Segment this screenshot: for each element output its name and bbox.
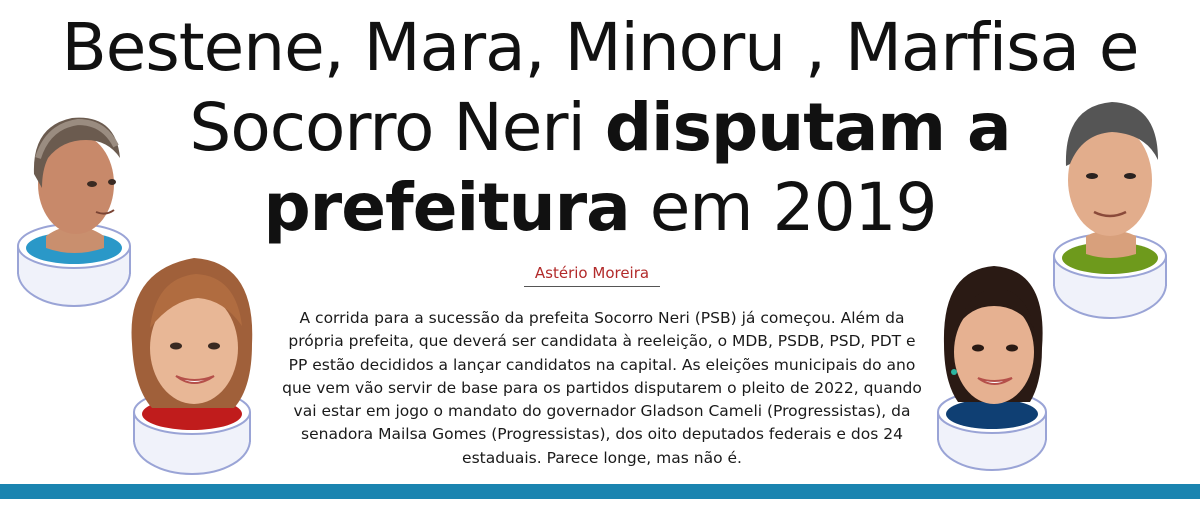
headline-line-3-regular: em 2019 <box>629 169 937 246</box>
headline-line-2-bold: disputam a <box>604 89 1011 166</box>
byline-author: Astério Moreira <box>524 264 660 287</box>
bottom-accent-bar <box>0 484 1200 499</box>
headline-line-3 <box>0 168 1200 248</box>
portrait-woman-reddish-hair <box>116 248 266 480</box>
headline-line-3-bold: prefeitura <box>263 169 630 246</box>
headline <box>0 8 1200 248</box>
article-body: A corrida para a sucessão da prefeita Socorro Neri (PSB) já começou. Além da própria prefeita, que deverá ser candidata à reeleição, o MDB, PSDB, PSD, PDT e PP estão decididos a lançar candidatos na capital. As eleições municipais do ano que vem vão servir de base para os partidos disputarem o pleito de 2022, quando vai estar em jogo o mandato do governador Gladson Cameli (Progressistas), da senadora Mailsa Gomes (Progressistas), dos oito deputados federais e dos 24 estaduais. Parece longe, mas não é. <box>282 309 922 467</box>
portrait-woman-dark-hair <box>930 262 1058 478</box>
headline-line-2-regular: Socorro Neri <box>189 89 605 166</box>
headline-line-2 <box>0 88 1200 168</box>
portrait-man-short-hair <box>1046 94 1176 322</box>
headline-line-1: Bestene, Mara, Minoru , Marfisa e <box>61 9 1139 86</box>
